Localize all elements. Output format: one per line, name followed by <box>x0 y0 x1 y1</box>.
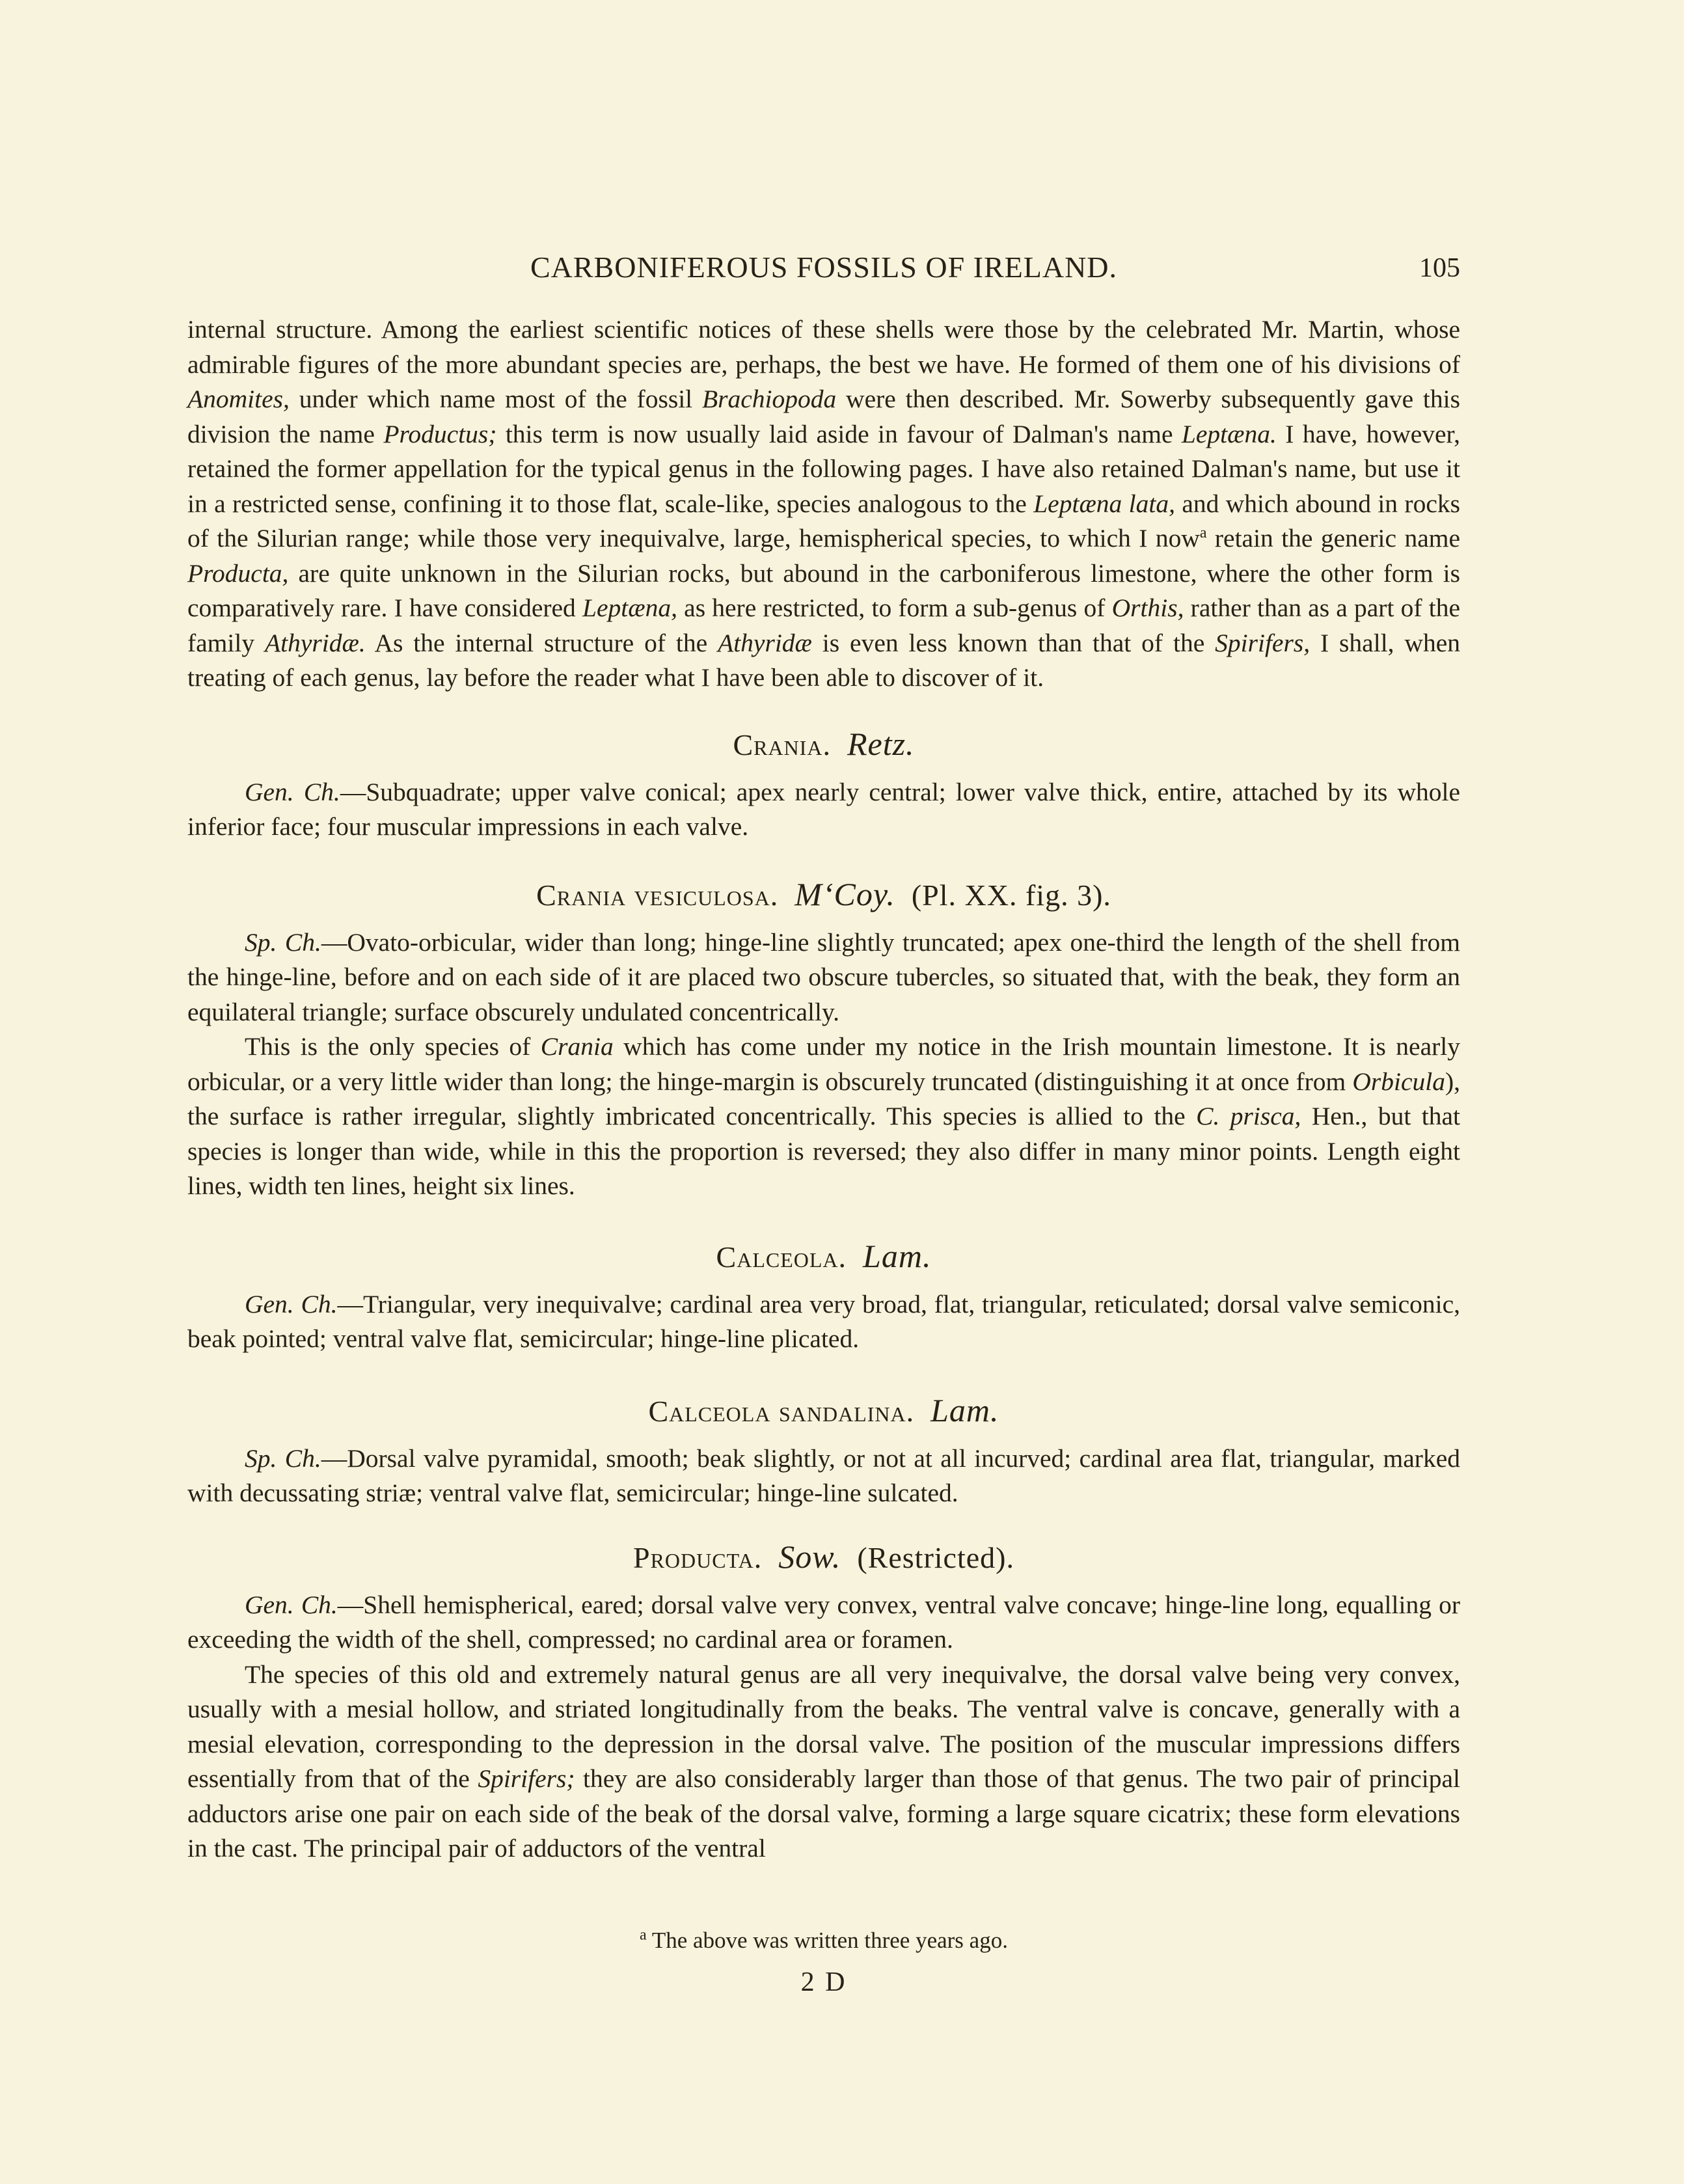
page-body <box>187 312 1460 1866</box>
footnote-mark: a <box>640 1926 647 1944</box>
footnote-reference: a <box>1199 524 1207 541</box>
calceola-generic-character: Gen. Ch.—Triangular, very inequivalve; cardinal area very broad, flat, triangular, reticulated; dorsal valve semiconic, beak pointed; ventral valve flat, semicircular; hinge-line plicated. <box>187 1289 1460 1353</box>
footnote: $^a$ The above was written three years ago. <box>640 1926 1008 1953</box>
heading-calceola-sandalina: Calceola sandalina. Lam. <box>648 1391 999 1428</box>
heading-producta: Producta. Sow. (Restricted). <box>633 1538 1014 1575</box>
heading-crania-vesiculosa: Crania vesiculosa. M‘Coy. (Pl. XX. fig. 3). <box>536 875 1111 912</box>
crania-vesiculosa-description: This is the only species of Crania which has come under my notice in the Irish mountain limestone. It is nearly orbicular, or a very little wider than long; the hinge-margin is obscurely truncated (distinguishing it at once from Orbicula), the surface is rather irregular, slightly imbricated concentrically. This species is allied to the C. prisca, Hen., but that species is longer than wide, while in this the proportion is reversed; they also differ in many minor points. Length eight lines, width ten lines, height six lines. <box>187 1032 1460 1200</box>
crania-vesiculosa-specific-character: Sp. Ch.—Ovato-orbicular, wider than long; hinge-line slightly truncated; apex one-third the length of the shell from the hinge-line, before and on each side of it are placed two obscure tubercles, so situated that, with the beak, they form an equilateral triangle; surface obscurely undulated concentrically. <box>187 927 1460 1026</box>
heading-crania: Crania. Retz. <box>733 725 915 762</box>
page-header <box>187 250 1460 289</box>
producta-generic-character: Gen. Ch.—Shell hemispherical, eared; dorsal valve very convex, ventral valve concave; hinge-line long, equalling or exceeding the width of the shell, compressed; no cardinal area or foramen. <box>187 1590 1461 1654</box>
page-number: 105 <box>1419 253 1460 283</box>
crania-generic-character: Gen. Ch.—Subquadrate; upper valve conical; apex nearly central; lower valve thick, entire, attached by its whole inferior face; four muscular impressions in each valve. <box>187 777 1461 841</box>
signature-mark: 2 D <box>800 1967 847 1997</box>
heading-calceola: Calceola. Lam. <box>716 1237 932 1274</box>
running-title: CARBONIFEROUS FOSSILS OF IRELAND. <box>530 251 1118 284</box>
producta-description: The species of this old and extremely natural genus are all very inequivalve, the dorsal valve being very convex, usually with a mesial hollow, and striated longitudinally from the beaks. The ventral valve is concave, generally with a mesial elevation, corresponding to the depression in the dorsal valve. The position of the muscular impressions differs essentially from that of the Spirifers; they are also considerably larger than those of that genus. The two pair of principal adductors arise one pair on each side of the beak of the dorsal valve, forming a large square cicatrix; these form elevations in the cast. The principal pair of adductors of the ventral <box>187 1659 1460 1863</box>
calceola-sandalina-specific-character: Sp. Ch.—Dorsal valve pyramidal, smooth; beak slightly, or not at all incurved; cardinal area flat, triangular, marked with decussating striæ; ventral valve flat, semicircular; hinge-line sulcated. <box>187 1443 1460 1507</box>
intro-paragraph: internal structure. Among the earliest scientific notices of these shells were those by the celebrated Mr. Martin, whose admirable figures of the more abundant species are, perhaps, the best we have. He formed of them one of his divisions of Anomites, under which name most of the fossil Brachiopoda were then described. Mr. Sowerby subsequently gave this division the name Productus; this term is now usually laid aside in favour of Dalman's name Leptæna. I have, however, retained the former appellation for the typical genus in the following pages. I have also retained Dalman's name, but use it in a restricted sense, confining it to those flat, scale-like, species analogous to the Leptæna lata, and which abound in rocks of the Silurian range; while those very inequivalve, large, hemispherical species, to which I now$^a$ retain the generic name Producta, are quite unknown in the Silurian rocks, but abound in the carboniferous limestone, where the other form is comparatively rare. I have considered Leptæna, as here restricted, to form a sub-genus of Orthis, rather than as a part of the family Athyridæ. As the internal structure of the Athyridæ is even less known than that of the Spirifers, I shall, when treating of each genus, lay before the reader what I have been able to discover of it. <box>187 315 1461 692</box>
